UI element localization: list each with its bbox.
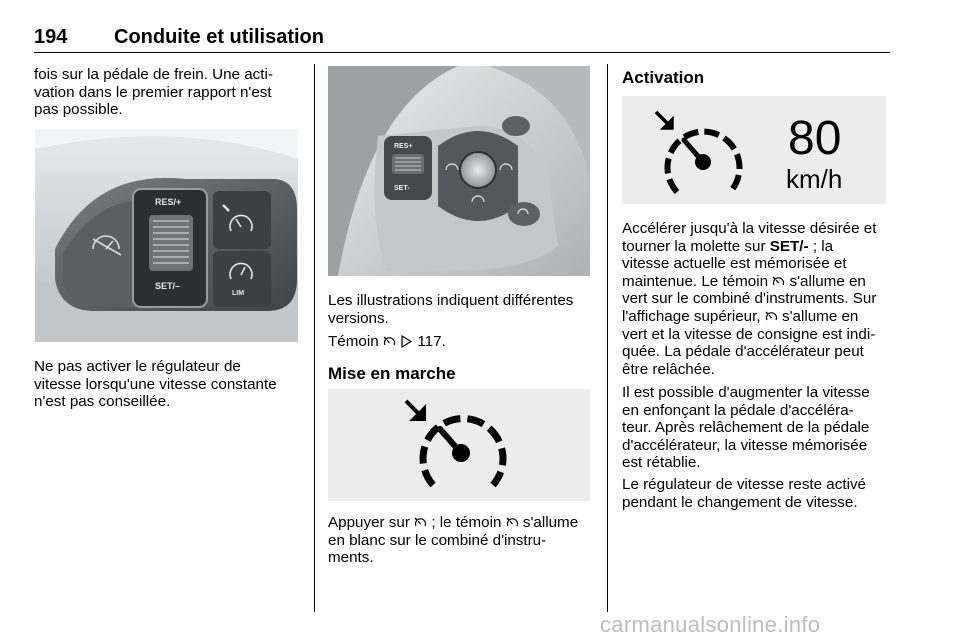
- cruise-control-icon: [765, 310, 778, 323]
- page-header: [34, 26, 894, 52]
- steering-switch-figure: [35, 129, 298, 342]
- indicator-reference: Témoin 117.: [328, 333, 446, 350]
- page-reference[interactable]: 117.: [417, 333, 446, 350]
- lim-label: LIM: [232, 290, 245, 297]
- watermark: carmanualsonline.info: [600, 612, 821, 637]
- res-plus-label: RES+: [394, 143, 413, 150]
- mise-en-marche-heading: Mise en marche: [328, 364, 456, 383]
- warning-paragraph: Ne pas activer le régulateur de vitesse lorsqu'une vitesse constante n'est pas conseillée.: [34, 358, 277, 411]
- cruise-control-icon: [772, 275, 785, 288]
- res-plus-label: RES/+: [155, 197, 182, 207]
- column-divider-1: [314, 64, 315, 612]
- header-rule: [34, 52, 890, 53]
- cruise-on-symbol-figure: [328, 389, 590, 501]
- section-title: Conduite et utilisation: [114, 26, 324, 48]
- speed-unit: km/h: [786, 164, 843, 194]
- press-button-paragraph: Appuyer sur ; le témoin s'allume en blanc sur le combiné d'instru- ments.: [328, 514, 579, 567]
- activation-paragraph: Accélérer jusqu'à la vitesse désirée et tourner la molette sur SET/- ; la vitesse actuelle est mémorisée et maintenue. Le témoin s'allume en vert sur le combiné d'instruments. Sur l'affichage supérieur, s'allume en vert et la vitesse de consigne est indi- quée. La pédale d'accélérateur peut être relâchée.: [622, 220, 877, 378]
- cruise-control-icon: [383, 335, 396, 348]
- cruise-control-icon: [506, 516, 519, 529]
- page-reference-arrow-icon[interactable]: [400, 335, 413, 348]
- set-minus-label: SET-: [394, 185, 410, 192]
- steering-wheel-figure: [328, 66, 590, 276]
- illustrations-note: Les illustrations indiquent différentes versions.: [328, 292, 574, 327]
- set-minus-term: SET/-: [769, 237, 809, 255]
- column-divider-2: [607, 64, 608, 612]
- page-number: 194: [34, 26, 68, 48]
- intro-paragraph: fois sur la pédale de frein. Une acti- vation dans le premier rapport n'est pas possible.: [34, 66, 273, 119]
- gear-change-paragraph: Le régulateur de vitesse reste activé pendant le changement de vitesse.: [622, 476, 866, 511]
- cruise-control-icon: [414, 516, 427, 529]
- speed-display-figure: [622, 96, 886, 204]
- activation-heading: Activation: [622, 68, 705, 87]
- increase-speed-paragraph: Il est possible d'augmenter la vitesse en enfonçant la pédale d'accéléra- teur. Après relâchement de la pédale d'accélérateur, la vitesse mémorisée est rétablie.: [622, 384, 870, 472]
- set-speed-value: 80: [788, 112, 842, 165]
- set-minus-label: SET/–: [155, 281, 181, 291]
